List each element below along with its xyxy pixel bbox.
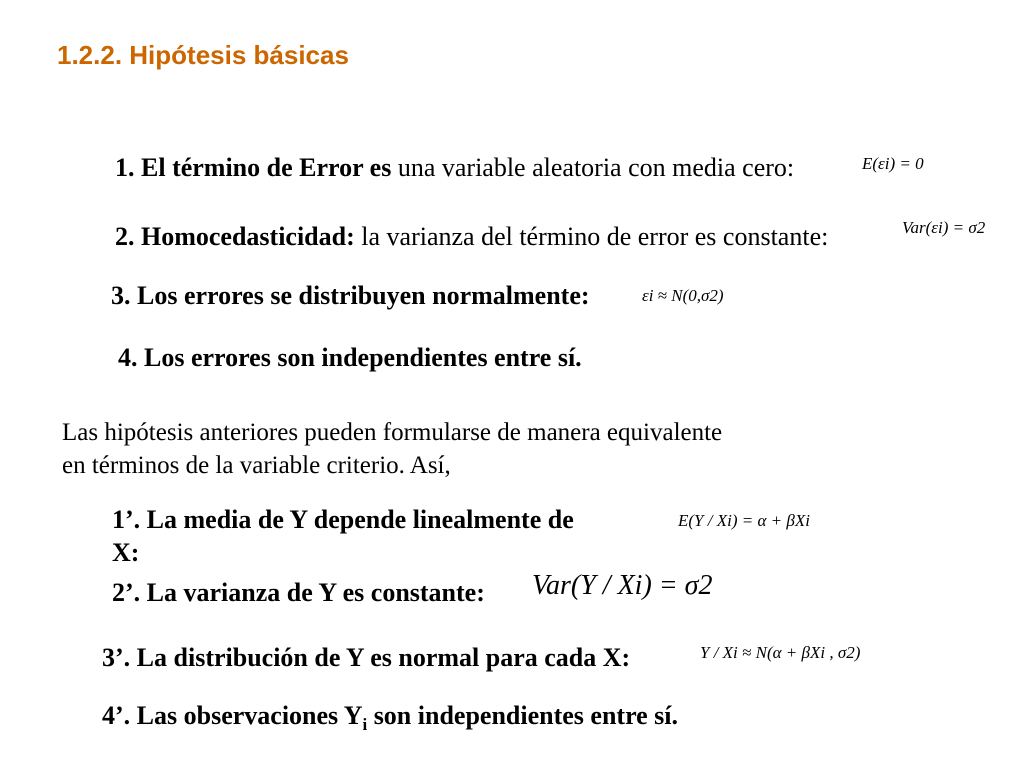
hypothesis-2-heading: 2. Homocedasticidad: — [115, 222, 355, 251]
hypothesis-4-heading: 4. Los errores son independientes entre sí. — [118, 343, 582, 372]
formula-error-normal: εi ≈ N(0,σ2) — [642, 286, 724, 305]
criterion-hypothesis-4: 4’. Las observaciones $Y_i$ son independientes entre sí. — [102, 701, 679, 735]
hypothesis-4 — [118, 343, 582, 373]
formula-mean-y: E(Y / Xi) = α + βXi — [678, 511, 810, 530]
hypothesis-3 — [111, 281, 590, 311]
hypothesis-3-heading: 3. Los errores se distribuyen normalmente: — [111, 281, 590, 310]
criterion-hypothesis-3: 3’. La distribución de Y es normal para cada X: — [102, 643, 631, 672]
hypothesis-1-heading: 1. El término de Error es — [115, 153, 392, 182]
formula-variance-y: Var(Y / Xi) = σ2 — [532, 570, 713, 601]
paragraph-line-1: Las hipótesis anteriores pueden formularse de manera equivalente — [62, 419, 723, 446]
formula-expected-error: E(εi) = 0 — [862, 154, 924, 173]
criterion-hypothesis-1: 1’. La media de Y depende linealmente de — [112, 505, 574, 534]
hypothesis-1 — [115, 153, 794, 183]
criterion-hypothesis-2: 2’. La varianza de Y es constante: — [112, 578, 485, 607]
page-title: 1.2.2. Hipótesis básicas — [57, 40, 349, 70]
hypothesis-1-text: una variable aleatoria con media cero: — [391, 153, 795, 182]
formula-distribution-y: Y / Xi ≈ N(α + βXi , σ2) — [700, 643, 861, 662]
formula-error-variance: Var(εi) = σ2 — [902, 218, 986, 237]
paragraph-line-2: en términos de la variable criterio. Así, — [62, 452, 451, 479]
hypothesis-2-text: la varianza del término de error es constante: — [354, 222, 829, 251]
criterion-hypothesis-1-cont: X: — [112, 538, 140, 567]
hypothesis-2 — [115, 222, 828, 252]
